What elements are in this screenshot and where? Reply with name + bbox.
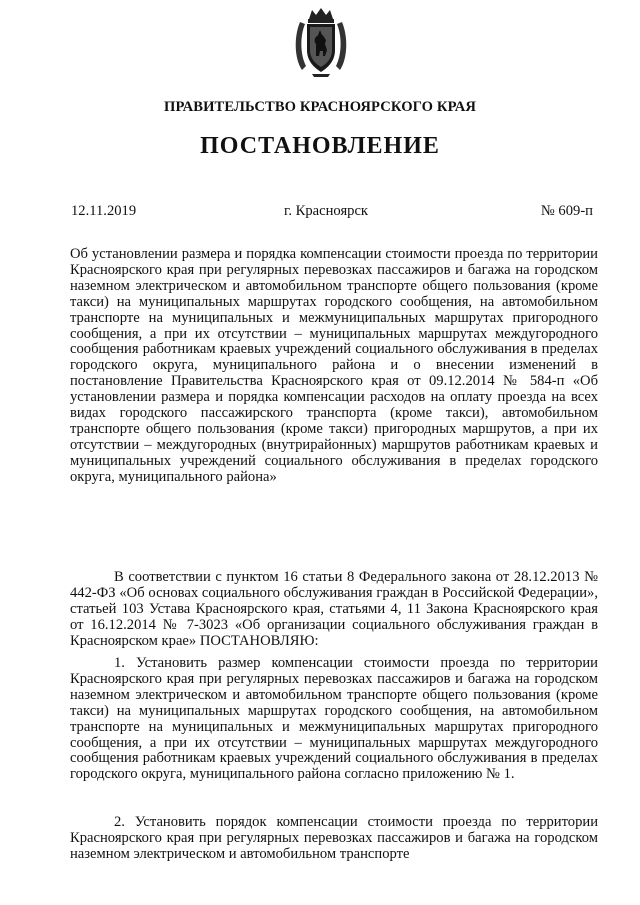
document-number: № 609-п <box>540 203 593 219</box>
document-date: 12.11.2019 <box>71 203 137 219</box>
item-2-paragraph: 2. Установить порядок компенсации стоимости проезда по территории Красноярского края при регулярных перевозках пассажиров и багажа на городском наземном электрическом и автомобильном транспорте <box>70 814 598 862</box>
document-city: г. Красноярск <box>284 203 369 219</box>
document-subject: Об установлении размера и порядка компенсации стоимости проезда по территории Красноярского края при регулярных перевозках пассажиров и багажа на городском наземном электрическом и автомобильном транспорте общего пользования (кроме такси) на муниципальных маршрутах городского сообщения, на автомобильном транспорте на муниципальных и межмуниципальных маршрутах пригородного сообщения, а при их отсутствии – муниципальных маршрутах междугородного сообщения работникам краевых учреждений социального обслуживания в пределах городского округа, муниципального района и о внесении изменений в постановление Правительства Красноярского края от 09.12.2014 № 584-п «Об установлении размера и порядка компенсации расходов на оплату проезда на всех видах городского пассажирского транспорта (кроме такси), автомобильном транспорте общего пользования (кроме такси) пригородных маршрутов, а при их отсутствии – междугородных (внутрирайонных) маршрутов работникам краевых и муниципальных учреждений социального обслуживания в пределах городского округа, муниципального района» <box>70 246 598 485</box>
document-type: ПОСТАНОВЛЕНИЕ <box>200 133 440 159</box>
coat-of-arms-icon <box>292 6 350 78</box>
preamble-paragraph: В соответствии с пунктом 16 статьи 8 Федерального закона от 28.12.2013 № 442-ФЗ «Об основах социального обслуживания граждан в Российской Федерации», статьей 103 Устава Красноярского края, статьями 4, 11 Закона Красноярского края от 16.12.2014 № 7-3023 «Об организации социального обслуживания граждан в Красноярском крае» ПОСТАНОВЛЯЮ: <box>70 569 598 649</box>
government-name: ПРАВИТЕЛЬСТВО КРАСНОЯРСКОГО КРАЯ <box>164 99 476 115</box>
item-1-paragraph: 1. Установить размер компенсации стоимости проезда по территории Красноярского края при регулярных перевозках пассажиров и багажа на городском наземном электрическом и автомобильном транспорте общего пользования (кроме такси) на муниципальных маршрутах городского сообщения, на автомобильном транспорте на муниципальных и межмуниципальных маршрутах пригородного сообщения, а при их отсутствии – муниципальных маршрутах междугородного сообщения работникам краевых учреждений социального обслуживания в пределах городского округа, муниципального района согласно приложению № 1. <box>70 655 598 783</box>
